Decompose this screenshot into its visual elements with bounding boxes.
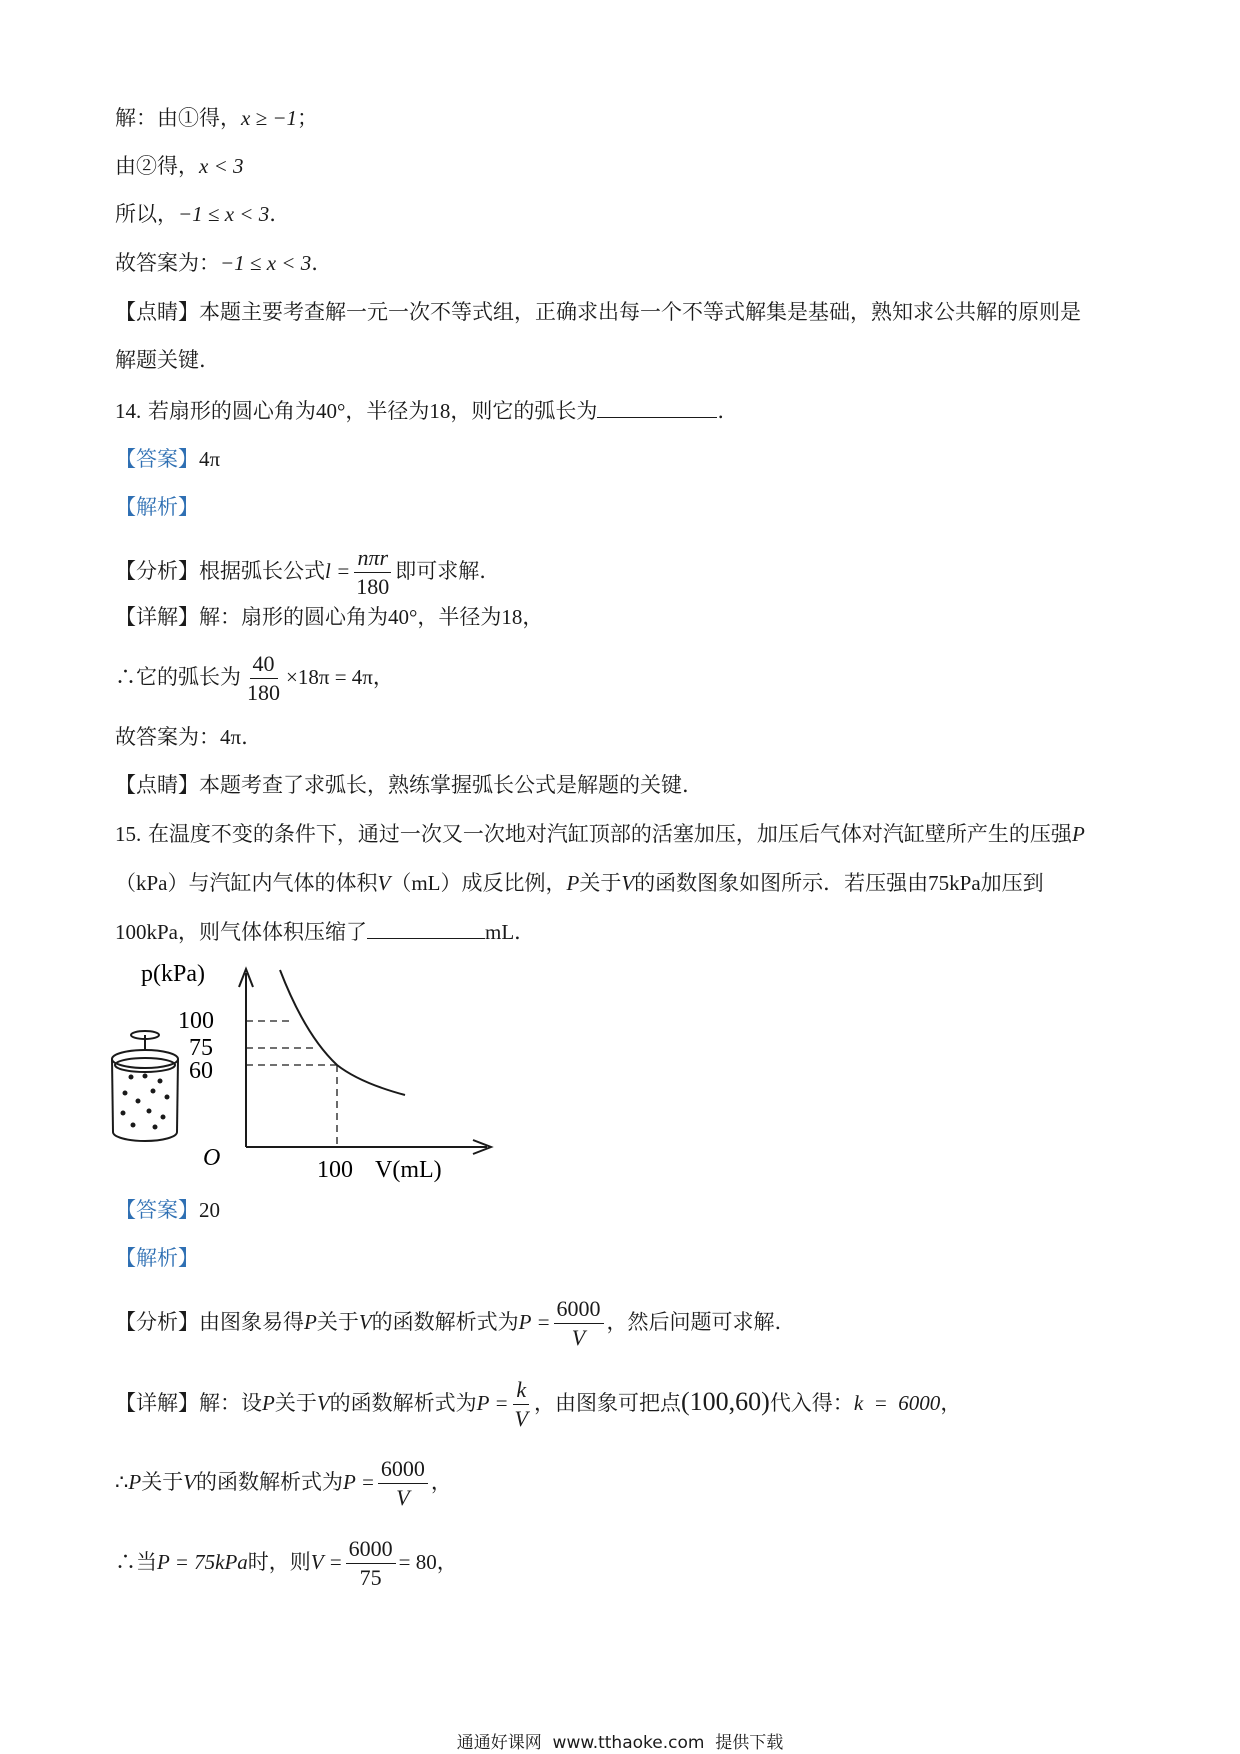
q14-text-a: 若扇形的圆心角为 — [147, 399, 316, 423]
q15-analysis — [115, 1290, 781, 1354]
q15-analysis-numerator: 6000 — [554, 1295, 604, 1324]
sol13-line-4-math: −1 ≤ x < 3 — [220, 251, 312, 275]
q14-detail-radius: 18 — [501, 605, 523, 629]
q15-detail-point: (100,60) — [680, 1387, 770, 1416]
sol13-line-1-text: 解：由①得， — [115, 106, 241, 130]
q15-res2-denominator: 75 — [359, 1565, 382, 1590]
q15-analysis-lhs: P = — [518, 1310, 551, 1334]
comment-tag: 【点睛】 — [115, 300, 199, 324]
q15-stem-2 — [115, 868, 1044, 898]
q14-calc-numerator: 40 — [250, 650, 278, 679]
q15-res1-p: P — [128, 1470, 142, 1494]
q14-detail-text: 解：扇形的圆心角为 — [199, 605, 388, 629]
q15-line2-p: P — [566, 871, 580, 895]
q15-line3-a: ，则气体体积压缩了 — [178, 920, 367, 944]
q15-line1-text: 在温度不变的条件下，通过一次又一次地对汽缸顶部的活塞加压，加压后气体对汽缸壁所产生的压强 — [147, 822, 1072, 846]
q15-res1-c: 的函数解析式为 — [196, 1470, 344, 1494]
q15-res2-b: 时，则 — [247, 1550, 311, 1574]
q15-line1-p: P — [1071, 822, 1085, 846]
q14-analysis — [115, 541, 486, 601]
q15-res2-rhs: = 80 — [398, 1550, 437, 1574]
x-axis-label: V(mL) — [375, 1157, 442, 1183]
q14-analysis-lhs: l = — [325, 559, 351, 583]
q15-line3-val: 100kPa — [115, 920, 178, 944]
q15-detail-lhs: P = — [476, 1391, 509, 1415]
sol13-line-4-text: 故答案为： — [115, 251, 220, 275]
q15-analysis-c: 的函数解析式为 — [371, 1310, 519, 1334]
q15-line2-d: ）成反比例， — [440, 871, 567, 895]
q14-detail-end: ， — [522, 605, 544, 629]
graph-axes — [239, 969, 491, 1154]
q15-analysis-b: 关于 — [316, 1310, 359, 1334]
x-tick-100: 100 — [317, 1157, 353, 1183]
q15-detail-a: 解：设 — [199, 1391, 262, 1415]
q14-calc — [115, 645, 394, 709]
q15-line2-v2: V — [621, 871, 635, 895]
q15-res1-v: V — [183, 1470, 197, 1494]
q15-line2-f: 的函数图象如图所示．若压强由 — [634, 871, 929, 895]
answer-tag: 【答案】 — [115, 447, 199, 471]
jiexi-tag: 【解析】 — [115, 1246, 199, 1270]
cylinder-icon — [112, 1031, 178, 1141]
analysis-tag: 【分析】 — [115, 559, 199, 583]
q15-line3-end: ． — [514, 920, 536, 944]
q15-unit-ml: mL — [411, 871, 441, 895]
analysis-tag: 【分析】 — [115, 1310, 199, 1334]
q14-calc-pre: ∴它的弧长为 — [115, 665, 241, 689]
q15-res1-lhs: P = — [343, 1470, 375, 1494]
q15-detail-e: 代入得： — [769, 1391, 854, 1415]
sol13-line-4 — [115, 248, 318, 278]
q15-answer-blank — [367, 916, 485, 939]
q14-text-c: ，则它的弧长为 — [450, 399, 598, 423]
q14-final — [115, 722, 248, 752]
q14-comment — [115, 770, 689, 800]
q14-final-pre: 故答案为： — [115, 725, 220, 749]
q15-res1-b: 关于 — [141, 1470, 184, 1494]
sol13-line-3-end: . — [269, 202, 276, 226]
q15-analysis-d: ，然后问题可求解. — [606, 1310, 782, 1334]
q15-res1-numerator: 6000 — [378, 1455, 428, 1484]
q14-analysis-pre: 根据弧长公式 — [199, 559, 325, 583]
q15-detail-v: V — [316, 1391, 330, 1415]
q14-detail-angle: 40° — [388, 605, 418, 629]
q15-res2-fraction — [346, 1535, 396, 1592]
q15-line3-unit: mL — [485, 920, 515, 944]
sol13-line-1 — [115, 103, 318, 133]
comment-tag: 【点睛】 — [115, 773, 199, 797]
y-tick-60: 60 — [189, 1058, 213, 1084]
q14-calc-denominator: 180 — [247, 680, 280, 705]
q14-answer-blank — [597, 395, 717, 418]
formula-denominator: 180 — [356, 574, 390, 599]
graph-guides — [246, 1021, 337, 1147]
q14-angle: 40° — [315, 399, 346, 423]
q15-result-2 — [115, 1530, 458, 1594]
sol13-comment-cont — [115, 345, 206, 375]
y-axis-label: p(kPa) — [141, 961, 205, 987]
detail-tag: 【详解】 — [115, 605, 199, 629]
q15-line2-e: 关于 — [579, 871, 622, 895]
q14-number: 14. — [115, 399, 142, 423]
q15-detail-c: 的函数解析式为 — [329, 1391, 477, 1415]
sol13-line-2-text: 由②得， — [115, 154, 199, 178]
q14-jiexi — [115, 492, 199, 522]
q15-number: 15. — [115, 822, 142, 846]
q15-analysis-fraction — [554, 1295, 604, 1352]
q15-line2-c: （ — [390, 871, 412, 895]
sol13-comment-text-2: 解题关键. — [115, 348, 206, 372]
q15-jiexi — [115, 1243, 199, 1273]
sol13-comment-text: 本题主要考查解一元一次不等式组，正确求出每一个不等式解集是基础，熟知求公共解的原则是 — [199, 300, 1081, 324]
sol13-comment — [115, 297, 1081, 327]
q15-line2-v: V — [377, 871, 391, 895]
q15-line2-g: 加压到 — [980, 871, 1044, 895]
sol13-line-3 — [115, 199, 276, 229]
sol13-line-2-math: x < 3 — [199, 154, 244, 178]
q15-res2-end: ， — [436, 1550, 458, 1574]
q15-detail — [115, 1370, 961, 1435]
q14-text-b: ，半径为 — [345, 399, 430, 423]
page-footer: 通通好课网 www.tthaoke.com 提供下载 — [456, 1733, 784, 1753]
q15-detail-p: P — [262, 1391, 275, 1415]
sol13-line-3-text: 所以， — [115, 202, 178, 226]
q15-analysis-denominator: V — [571, 1325, 586, 1350]
sol13-line-2 — [115, 151, 244, 181]
q15-detail-fraction — [512, 1376, 531, 1433]
q15-unit-kpa: kPa — [136, 871, 168, 895]
q15-analysis-p: P — [304, 1310, 317, 1334]
q14-calc-end: ， — [372, 665, 394, 689]
answer-tag: 【答案】 — [115, 1198, 199, 1222]
q14-analysis-post: 即可求解. — [395, 559, 486, 583]
sol13-line-1-end: ； — [297, 106, 319, 130]
q14-comment-text: 本题考查了求弧长，熟练掌握弧长公式是解题的关键. — [199, 773, 689, 797]
q15-detail-k: k = 6000 — [853, 1391, 941, 1415]
q15-res1-end: ， — [430, 1470, 452, 1494]
q15-detail-end: ， — [940, 1391, 962, 1415]
q14-detail-mid: ，半径为 — [417, 605, 502, 629]
sol13-line-4-end: . — [311, 251, 318, 275]
formula-numerator: nπr — [354, 544, 391, 573]
q14-calc-fraction — [244, 650, 283, 707]
q15-res2-lhs: V = — [310, 1550, 343, 1574]
arc-length-formula — [353, 544, 392, 601]
q15-answer — [115, 1195, 220, 1225]
q15-result-1 — [115, 1450, 452, 1514]
q15-res1-fraction — [378, 1455, 428, 1512]
y-tick-100: 100 — [178, 1008, 214, 1034]
q14-final-end: . — [241, 725, 248, 749]
q15-answer-value: 20 — [199, 1198, 220, 1222]
q15-figure — [105, 955, 515, 1185]
q14-stem — [115, 395, 724, 426]
q14-calc-rest: ×18π = 4π — [286, 665, 373, 689]
q15-line2-b: ）与汽缸内气体的体积 — [167, 871, 378, 895]
q15-res1-denominator: V — [396, 1485, 410, 1510]
q15-res2-numerator: 6000 — [346, 1535, 396, 1564]
y-tick-75: 75 — [189, 1035, 213, 1061]
q15-analysis-a: 由图象易得 — [199, 1310, 304, 1334]
sol13-line-3-math: −1 ≤ x < 3 — [178, 202, 270, 226]
q15-detail-denominator: V — [514, 1406, 528, 1431]
q14-detail — [115, 602, 543, 632]
inverse-curve — [280, 970, 405, 1095]
jiexi-tag: 【解析】 — [115, 495, 199, 519]
q15-res2-cond: P = 75kPa — [157, 1550, 248, 1574]
q15-detail-b: 关于 — [274, 1391, 317, 1415]
q14-final-math: 4π — [220, 725, 242, 749]
q14-answer-value: 4π — [199, 447, 221, 471]
q15-line2-a: （ — [115, 871, 136, 895]
q15-stem-3 — [115, 916, 535, 947]
q15-stem-1 — [115, 819, 1085, 849]
q15-analysis-v: V — [358, 1310, 372, 1334]
q15-detail-d: ，由图象可把点 — [533, 1391, 681, 1415]
detail-tag: 【详解】 — [115, 1391, 199, 1415]
q14-end: . — [717, 399, 725, 423]
q15-res1-a: ∴ — [115, 1470, 129, 1494]
q15-line2-val: 75kPa — [928, 871, 981, 895]
sol13-line-1-math: x ≥ −1 — [241, 106, 298, 130]
origin-label: O — [203, 1145, 221, 1171]
q14-radius: 18 — [429, 399, 451, 423]
q15-detail-numerator: k — [513, 1376, 529, 1405]
q14-answer — [115, 444, 220, 474]
q15-res2-a: ∴当 — [115, 1550, 157, 1574]
